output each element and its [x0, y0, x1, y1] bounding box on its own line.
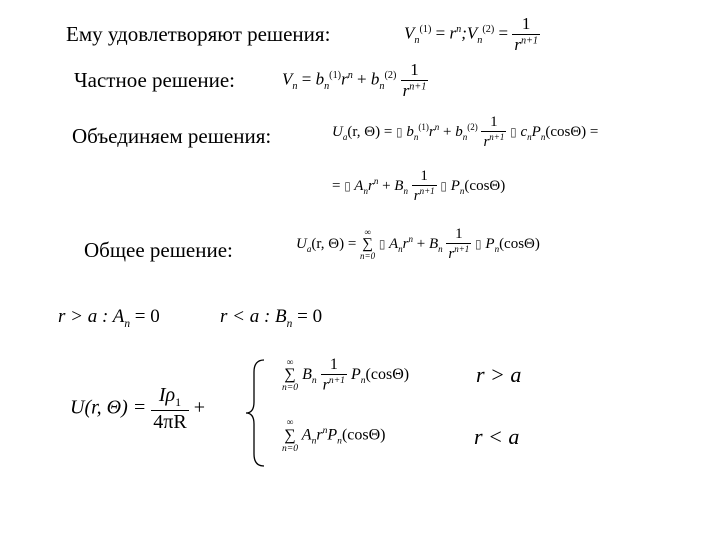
line2-formula: $V_n = b_n^{(1)}r^n + b_n^{(2)}$ $\frac{1}{r^{n+1}}$ [282, 60, 427, 100]
line4-formula: $U_a(r$, Θ) = ∞ ∑ n=0 ▯ $A_nr^n + B_n$ $\frac{1}{r^{n+1}}$ ▯ $P_n(\cos\Theta)$ [296, 226, 540, 262]
fraction: $\frac{1}{r^{n+1}}$ [413, 168, 435, 204]
summation: ∞ ∑ n=0 [282, 417, 299, 454]
fraction: $\frac{1}{r^{n+1}}$ [514, 14, 538, 54]
condition-a: r > a : $A_n = 0$ [58, 306, 160, 330]
eq: = [435, 23, 446, 43]
line4-label: Общее решение: [84, 238, 233, 262]
final-fraction: $\frac{I\rho_1}{4\pi R}$ [153, 384, 187, 433]
cases-brace [244, 358, 266, 468]
case-1-condition: r > a [476, 362, 522, 387]
case-2-condition: r < a [474, 424, 520, 449]
final-lhs: U(r, Θ) = $\frac{I\rho_1}{4\pi R}$ + [70, 384, 205, 433]
summation: ∞ ∑ n=0 [360, 227, 376, 261]
line3-formula-b: = ▯ $A_nr^n + B_n$ $\frac{1}{r^{n+1}}$ ▯ $P_n(\cos\Theta)$ [332, 168, 506, 204]
line3-formula-a: $U_a(r$, Θ) = ▯ $b_n^{(1)}r^n + b_n^{(2)}$ $\frac{1}{r^{n+1}}$ ▯ $c_nP_n(\cos\Theta)$ = [332, 114, 599, 150]
fraction: $\frac{1}{r^{n+1}}$ [402, 60, 427, 100]
fraction: $\frac{1}{r^{n+1}}$ [448, 226, 470, 262]
condition-b: r < a : $B_n = 0$ [220, 306, 323, 330]
fraction: $\frac{1}{r^{n+1}}$ [483, 114, 505, 150]
eq: = [498, 23, 509, 43]
case-1: ∞ ∑ n=0 $B_n$ $\frac{1}{r^{n+1}}$ $P_n(\cos\Theta)$ [282, 356, 410, 394]
case-2: ∞ ∑ n=0 $A_nr^nP_n(\cos\Theta)$ [282, 417, 386, 454]
line3-label: Объединяем решения: [72, 124, 272, 148]
line1-formula: $V_n^{(1)}$ = $r^n;V_n^{(2)}$ = $\frac{1}{r^{n+1}}$ [404, 14, 538, 54]
line2-label: Частное решение: [74, 68, 235, 92]
line1-label: Ему удовлетворяют решения: [66, 22, 331, 46]
summation: ∞ ∑ n=0 [282, 356, 299, 394]
fraction: $\frac{1}{r^{n+1}}$ [322, 356, 345, 394]
